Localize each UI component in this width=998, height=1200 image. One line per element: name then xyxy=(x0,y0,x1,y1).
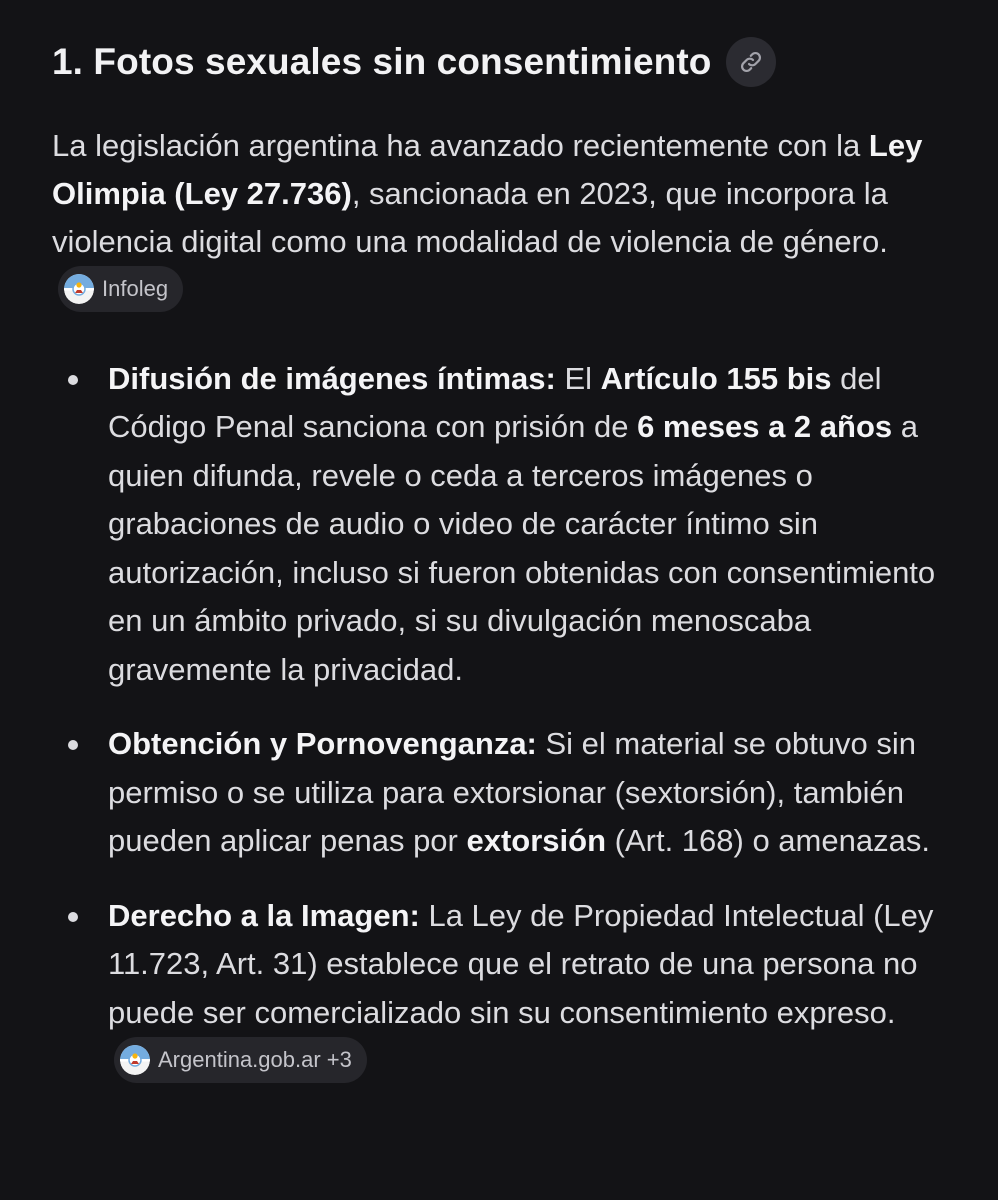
argentina-seal-icon xyxy=(120,1045,150,1075)
section-header xyxy=(52,30,952,94)
intro-paragraph xyxy=(52,122,952,315)
section-title: 1. Fotos sexuales sin consentimiento xyxy=(52,41,712,82)
bullet-text: El xyxy=(555,360,601,396)
argentina-seal-icon xyxy=(64,274,94,304)
bullet-text: Si el material se obtuvo sin permiso o se utiliza para extorsionar (sextorsión), también pueden aplicar penas por xyxy=(108,726,916,859)
intro-text-after: , sancionada en 2023, que incorpora la violencia digital como una modalidad de violencia de género. xyxy=(52,176,888,259)
bullet-title: Difusión de imágenes íntimas: xyxy=(108,360,556,396)
law-name: Ley Olimpia (Ley 27.736) xyxy=(52,128,923,211)
bullet-title: Obtención y Pornovenganza: xyxy=(108,726,537,762)
bullet-bold-text: extorsión xyxy=(466,823,607,859)
intro-text-before: La legislación argentina ha avanzado recientemente con la xyxy=(52,128,869,163)
bullet-dot xyxy=(68,375,78,385)
source-chip-argentina-gob[interactable] xyxy=(114,1037,367,1083)
bullet-title: Derecho a la Imagen: xyxy=(108,897,420,933)
source-chip-infoleg[interactable] xyxy=(58,266,183,312)
bullet-dot xyxy=(68,740,78,750)
answer-section xyxy=(52,30,952,1112)
list-item xyxy=(52,355,952,695)
link-icon xyxy=(739,50,763,74)
bullet-bold-text: 6 meses a 2 años xyxy=(637,409,893,445)
bullet-text: a quien difunda, revele o ceda a terceros imágenes o grabaciones de audio o video de carácter íntimo sin autorización, incluso si fueron obtenidas con consentimiento en un ámbito privado, si su divulgación menoscaba gravemente la privacidad. xyxy=(108,409,936,687)
list-item xyxy=(52,720,952,866)
bullet-dot xyxy=(68,912,78,922)
bullet-text: La Ley de Propiedad Intelectual (Ley 11.723, Art. 31) establece que el retrato de una persona no puede ser comercializado sin su consentimiento expreso. xyxy=(108,897,934,1030)
bullet-list xyxy=(52,355,952,1086)
source-chip-label: Infoleg xyxy=(102,275,169,301)
source-chip-label: Argentina.gob.ar +3 xyxy=(158,1047,352,1073)
bullet-bold-text: Artículo 155 bis xyxy=(600,360,832,396)
copy-link-button[interactable] xyxy=(726,37,776,87)
bullet-text: (Art. 168) o amenazas. xyxy=(606,823,930,859)
bullet-text: del Código Penal sanciona con prisión de xyxy=(108,360,882,445)
list-item xyxy=(52,892,952,1086)
